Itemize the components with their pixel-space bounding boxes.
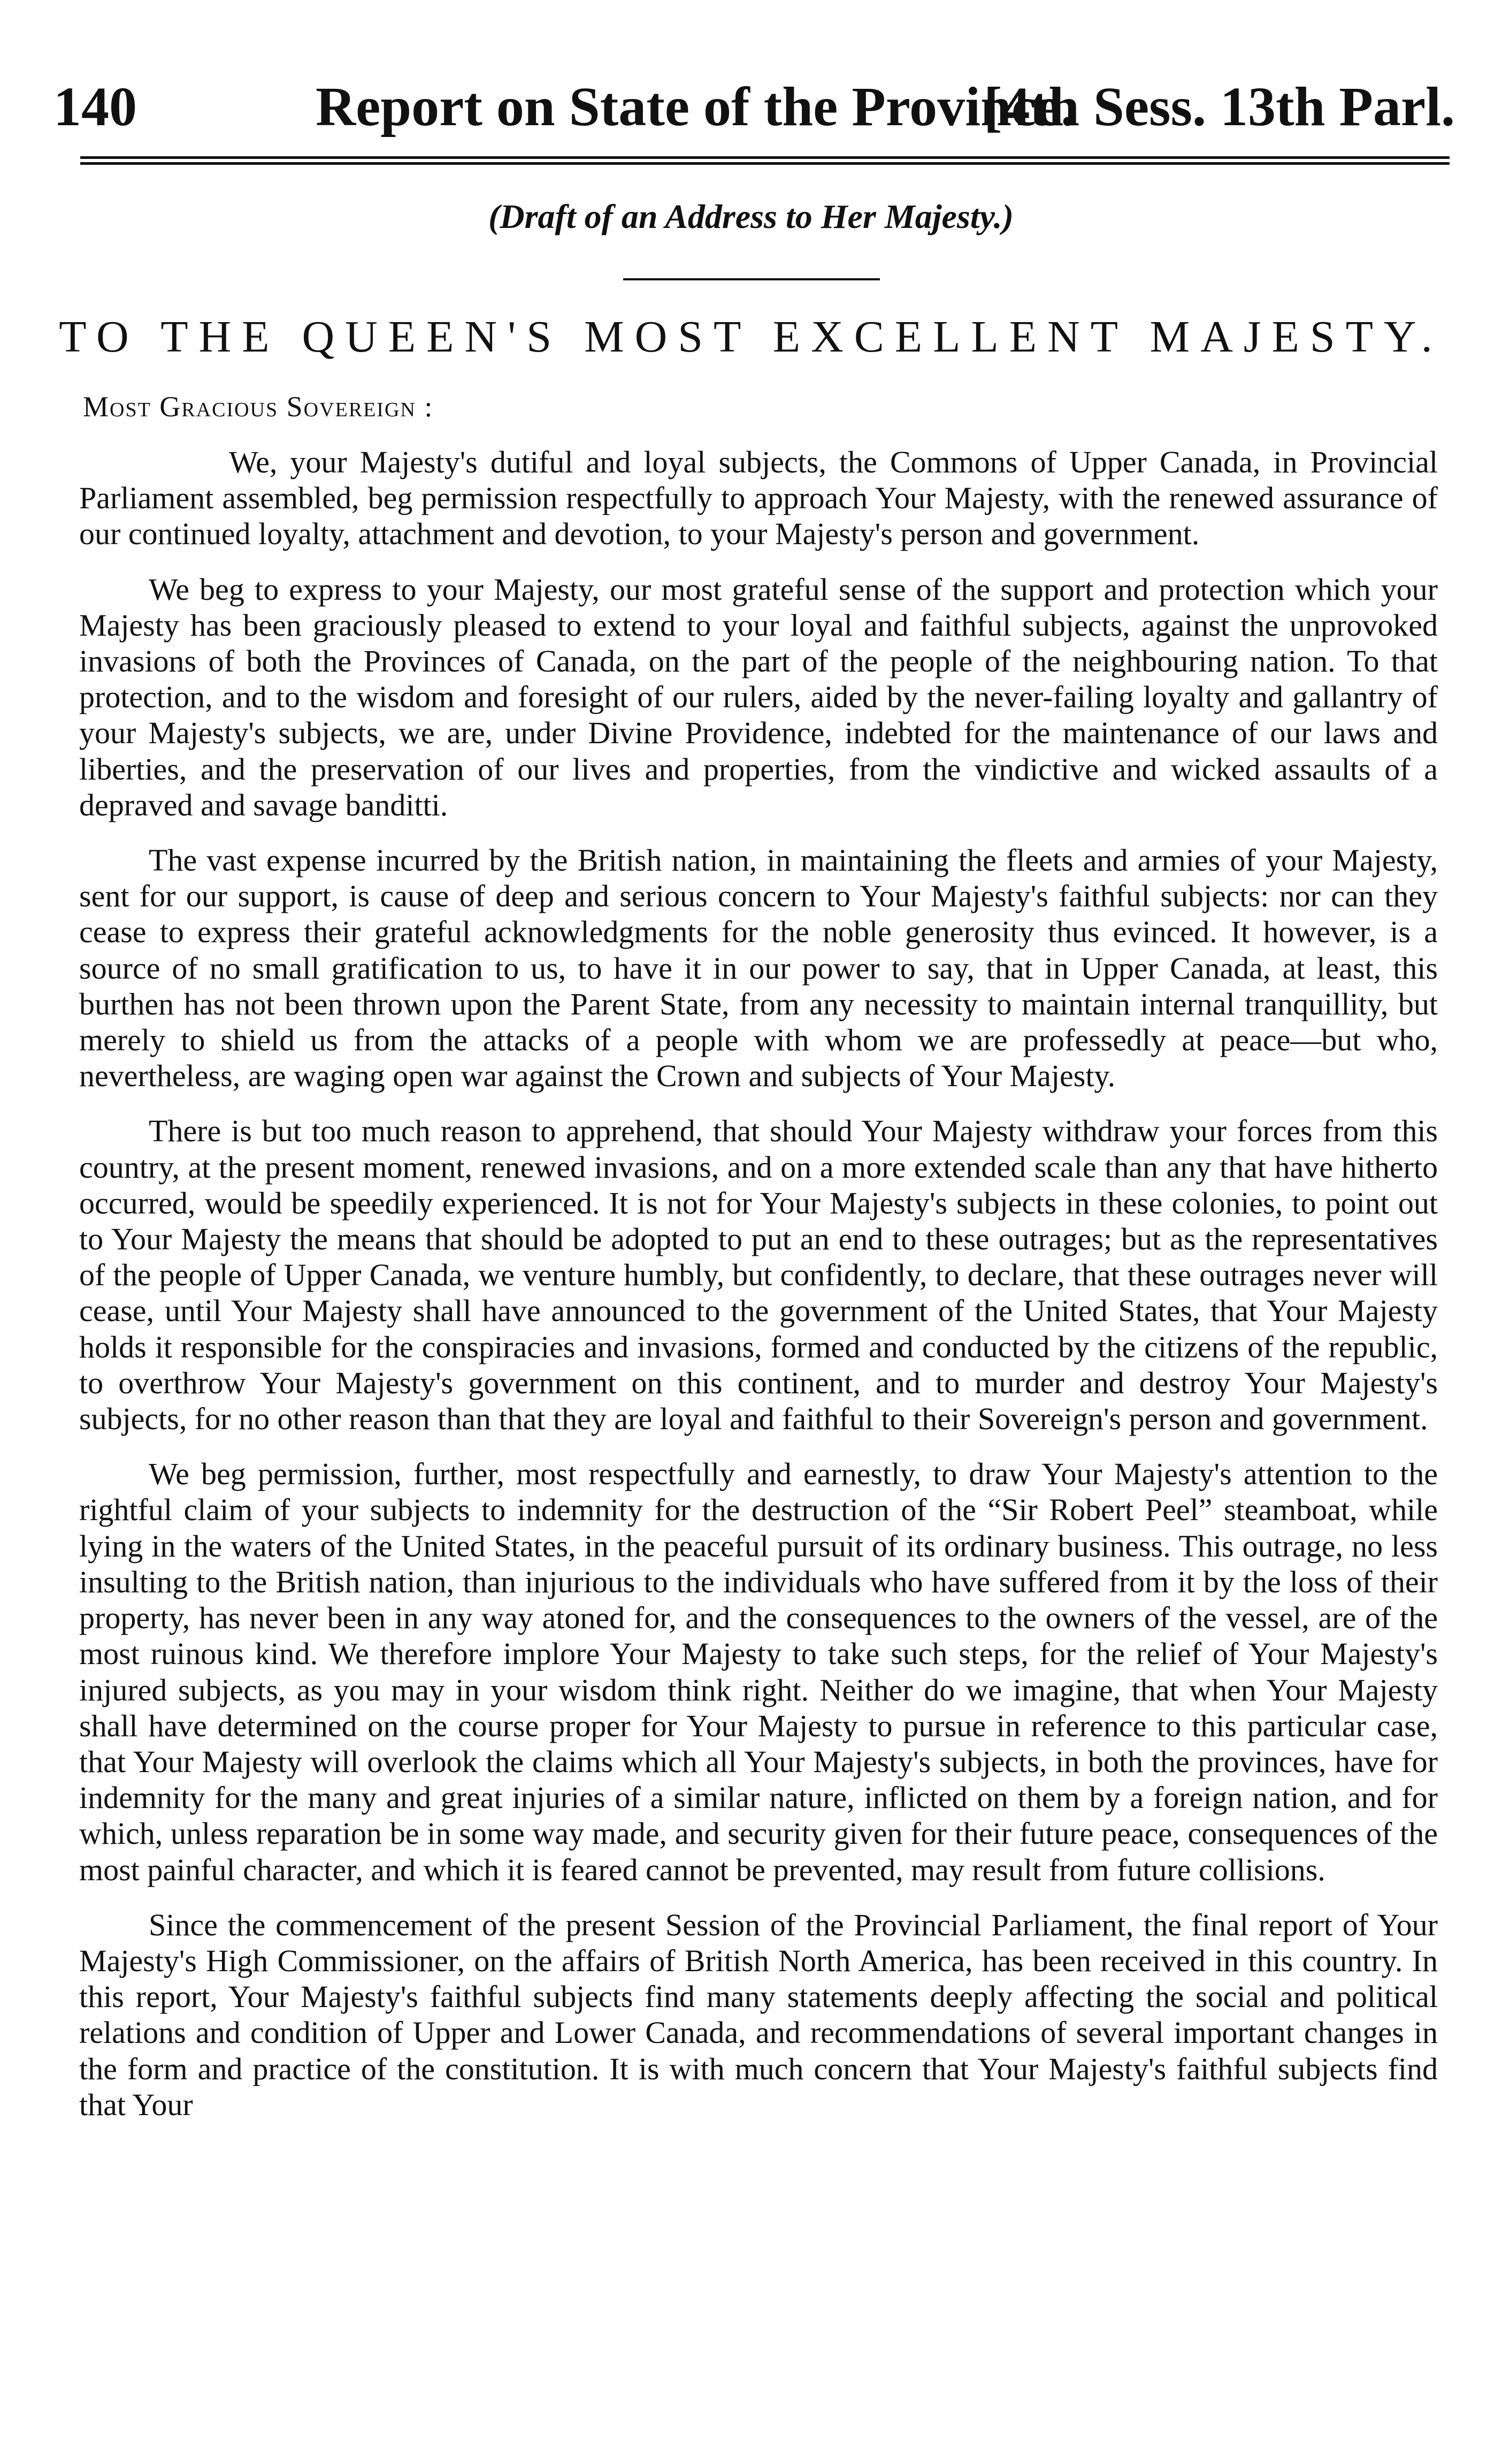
paragraph-2: We beg to express to your Majesty, our most grateful sense of the support and protection which your Majesty has been graciously pleased to extend to your loyal and faithful subjects, against the unprovoked invasions of both the Provinces of Canada, on the part of the people of the neighbouring nation. To that protection, and to the wisdom and foresight of our rulers, aided by the never-failing loyalty and gallantry of your Majesty's subjects, we are, under Divine Providence, indebted for the maintenance of our laws and liberties, and the preservation of our lives and properties, from the vindictive and wicked assaults of a depraved and savage banditti.: [79, 571, 1438, 822]
address-heading: TO THE QUEEN'S MOST EXCELLENT MAJESTY.: [59, 312, 1443, 362]
page-header: [53, 75, 1455, 139]
address-body: [79, 444, 1438, 2142]
paragraph-4: There is but too much reason to apprehend, that should Your Majesty withdraw your forces from this country, at the present moment, renewed invasions, and on a more extended scale than any that have hitherto occurred, would be speedily experienced. It is not for Your Majesty's subjects in these colonies, to point out to Your Majesty the means that should be adopted to put an end to these outrages; but as the representatives of the people of Upper Canada, we venture humbly, but confidently, to declare, that these outrages never will cease, until Your Majesty shall have announced to the government of the United States, that Your Majesty holds it responsible for the conspiracies and invasions, formed and conducted by the citizens of the republic, to overthrow Your Majesty's government on this continent, and to murder and destroy Your Majesty's subjects, for no other reason than that they are loyal and faithful to their Sovereign's person and government.: [79, 1113, 1438, 1437]
paragraph-6: Since the commencement of the present Session of the Provincial Parliament, the final report of Your Majesty's High Commissioner, on the affairs of British North America, has been received in this country. In this report, Your Majesty's faithful subjects find many statements deeply affecting the social and political relations and condition of Upper and Lower Canada, and recommendations of several important changes in the form and practice of the constitution. It is with much concern that Your Majesty's faithful subjects find that Your: [79, 1907, 1438, 2122]
header-double-rule: [80, 156, 1450, 165]
draft-subheading: (Draft of an Address to Her Majesty.): [488, 197, 1014, 235]
session-label: [4th Sess. 13th Parl.: [983, 76, 1455, 138]
salutation: Most Gracious Sovereign :: [83, 391, 434, 423]
paragraph-1: We, your Majesty's dutiful and loyal subjects, the Commons of Upper Canada, in Provincial Parliament assembled, beg permission respectfully to approach Your Majesty, with the renewed assurance of our continued loyalty, attachment and devotion, to your Majesty's person and government.: [79, 445, 1438, 552]
paragraph-5: We beg permission, further, most respectfully and earnestly, to draw Your Majesty's attention to the rightful claim of your subjects to indemnity for the destruction of the “Sir Robert Peel” steamboat, while lying in the waters of the United States, in the peaceful pursuit of its ordinary business. This outrage, no less insulting to the British nation, than injurious to the individuals who have suffered from it by the loss of their property, has never been in any way atoned for, and the consequences to the owners of the vessel, are of the most ruinous kind. We therefore implore Your Majesty to take such steps, for the relief of Your Majesty's injured subjects, as you may in your wisdom think right. Neither do we imagine, that when Your Majesty shall have determined on the course proper for Your Majesty to pursue in reference to this particular case, that Your Majesty will overlook the claims which all Your Majesty's subjects, in both the provinces, have for indemnity for the many and great injuries of a similar nature, inflicted on them by a foreign nation, and for which, unless reparation be in some way made, and security given for their future peace, consequences of the most painful character, and which it is feared cannot be prevented, may result from future collisions.: [79, 1456, 1438, 1887]
running-title: Report on State of the Province.: [316, 76, 1075, 138]
section-divider: [623, 278, 880, 280]
paragraph-3: The vast expense incurred by the British nation, in maintaining the fleets and armies of your Majesty, sent for our support, is cause of deep and serious concern to Your Majesty's faithful subjects: nor can they cease to express their grateful acknowledgments for the noble generosity thus evinced. It however, is a source of no small gratification to us, to have it in our power to say, that in Upper Canada, at least, this burthen has not been thrown upon the Parent State, from any necessity to maintain internal tranquillity, but merely to shield us from the attacks of a people with whom we are professedly at peace—but who, nevertheless, are waging open war against the Crown and subjects of Your Majesty.: [79, 843, 1438, 1094]
page-number: 140: [53, 76, 137, 138]
